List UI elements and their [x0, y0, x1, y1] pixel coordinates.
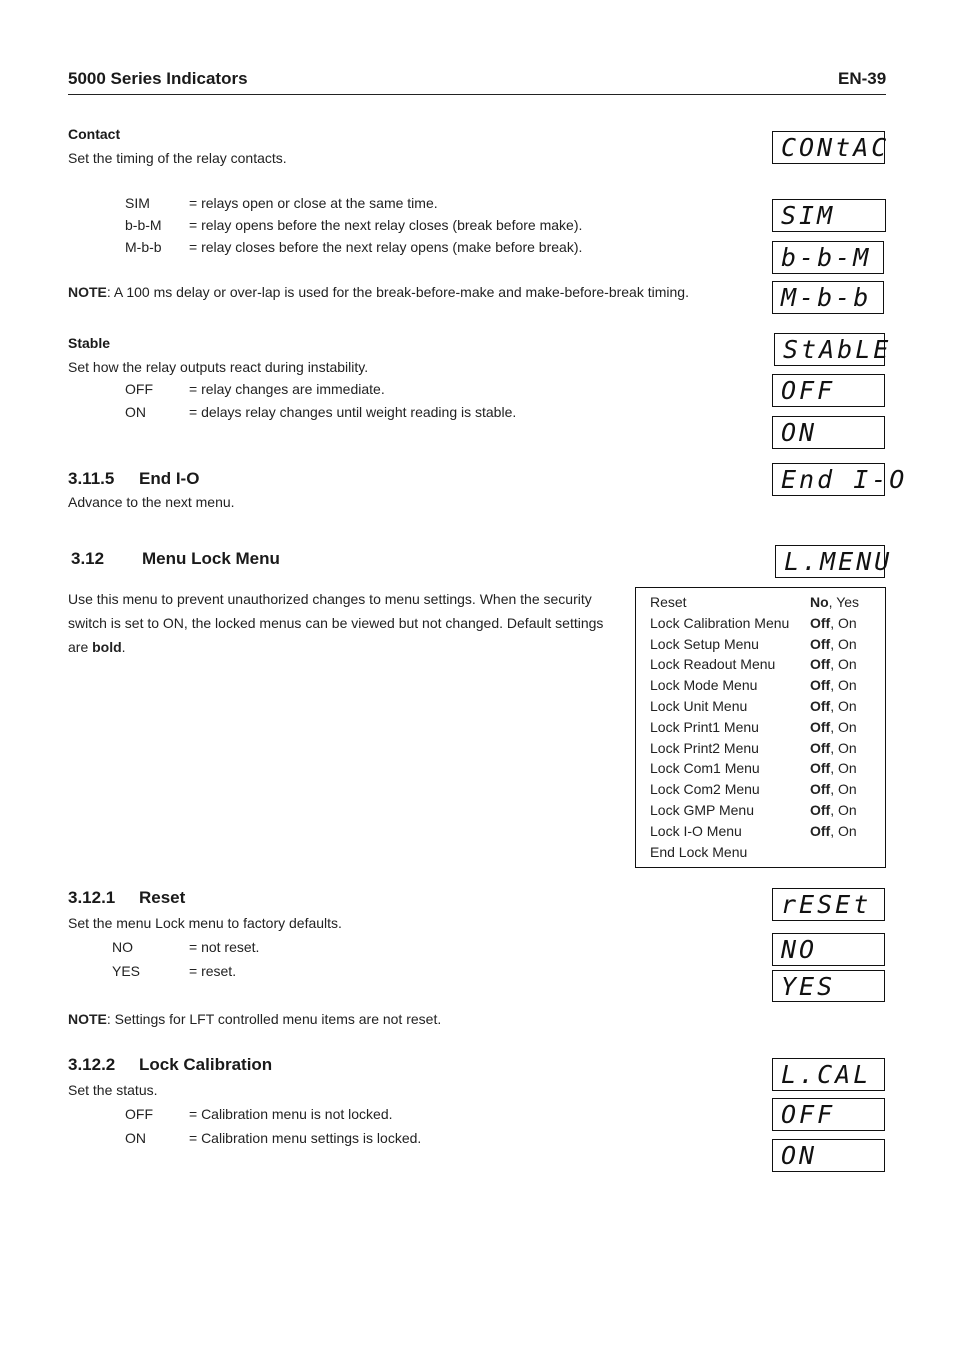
- stable-option-text: = delays relay changes until weight reading is stable.: [189, 404, 517, 420]
- paragraph-line: [68, 635, 628, 659]
- stable-description: Set how the relay outputs react during instability.: [68, 359, 369, 375]
- lock-table-label: Reset: [650, 594, 687, 610]
- section-number: 3.12.2: [68, 1055, 116, 1074]
- end-io-description: Advance to the next menu.: [68, 494, 235, 510]
- menu-lock-table: [635, 587, 886, 868]
- stable-option-text: = relay changes are immediate.: [189, 381, 385, 397]
- display-yes: YES: [772, 970, 885, 1002]
- contact-option-key: SIM: [125, 195, 150, 211]
- reset-option-key: NO: [112, 939, 133, 955]
- lock-table-label: Lock Calibration Menu: [650, 614, 790, 631]
- reset-note: [68, 1011, 441, 1027]
- lock-table-default: Off: [810, 677, 831, 694]
- page-number: EN-39: [838, 69, 887, 88]
- section-number: 3.12.1: [68, 888, 116, 907]
- lock-cal-option-key: OFF: [125, 1106, 153, 1122]
- paragraph-bold: bold: [92, 639, 122, 655]
- note-text: : A 100 ms delay or over-lap is used for the break-before-make and make-before-break timing.: [106, 284, 689, 300]
- paragraph-line: switch is set to ON, the locked menus can be viewed but not changed. Default settings: [68, 615, 604, 631]
- contact-option-key: b-b-M: [125, 217, 162, 233]
- section-title: End I-O: [139, 469, 200, 488]
- lock-table-label: Lock Print1 Menu: [650, 718, 759, 735]
- contact-option-text: = relays open or close at the same time.: [189, 195, 438, 211]
- lock-cal-description: Set the status.: [68, 1082, 158, 1098]
- lock-table-label: Lock Unit Menu: [650, 698, 748, 714]
- display-stable: StAbLE: [774, 333, 885, 366]
- lock-table-value: [810, 740, 857, 756]
- lock-table-default: Off: [810, 802, 831, 818]
- lock-table-default: Off: [810, 718, 831, 735]
- lock-table-value: [810, 594, 859, 610]
- lock-cal-option-text: = Calibration menu settings is locked.: [189, 1130, 422, 1146]
- lock-table-alternative: , On: [830, 802, 857, 818]
- section-number: 3.12: [71, 549, 105, 568]
- lock-table-alternative: , Yes: [828, 594, 860, 610]
- lock-table-alternative: , On: [830, 698, 857, 714]
- lock-table-value: [810, 802, 857, 818]
- display-mbb: M-b-b: [772, 281, 884, 314]
- display-reset: rESEt: [772, 888, 885, 921]
- contact-note: [68, 284, 689, 300]
- menu-lock-paragraph: [68, 587, 628, 659]
- section-title: Reset: [139, 888, 186, 907]
- lock-table-value: [810, 823, 857, 839]
- reset-description: Set the menu Lock menu to factory defaults.: [68, 915, 342, 931]
- lock-table-value: [810, 719, 857, 735]
- lock-table-alternative: , On: [830, 760, 857, 777]
- lock-table-label: Lock Mode Menu: [650, 677, 758, 694]
- lock-table-label: Lock I-O Menu: [650, 822, 742, 839]
- note-text: : Settings for LFT controlled menu items are not reset.: [106, 1011, 442, 1027]
- lock-table-value: [810, 698, 857, 714]
- stable-option-key: ON: [125, 404, 146, 420]
- display-sim: SIM: [772, 199, 886, 232]
- lock-cal-option-key: ON: [125, 1130, 146, 1146]
- lock-table-default: Off: [810, 781, 831, 798]
- contact-description: Set the timing of the relay contacts.: [68, 150, 287, 166]
- lock-cal-option-text: = Calibration menu is not locked.: [189, 1106, 393, 1122]
- note-label: NOTE: [68, 1011, 107, 1027]
- display-on: ON: [772, 416, 885, 449]
- lock-table-value: [810, 656, 857, 672]
- stable-heading: Stable: [68, 335, 111, 351]
- lock-table-alternative: , On: [830, 677, 857, 694]
- display-endio: End I-O: [772, 463, 885, 496]
- section-title: Menu Lock Menu: [142, 549, 280, 568]
- lock-table-default: Off: [810, 739, 831, 756]
- lock-table-alternative: , On: [830, 635, 857, 652]
- lock-table-alternative: , On: [830, 781, 857, 798]
- reset-option-key: YES: [112, 963, 141, 979]
- running-header-title: 5000 Series Indicators: [68, 69, 248, 88]
- lock-table-value: [810, 615, 857, 631]
- contact-heading: Contact: [68, 126, 121, 142]
- contact-option-text: = relay opens before the next relay closes (break before make).: [189, 217, 583, 233]
- stable-option-key: OFF: [125, 381, 153, 397]
- display-off: OFF: [772, 1098, 885, 1131]
- display-off: OFF: [772, 374, 885, 407]
- lock-table-default: Off: [810, 635, 831, 652]
- lock-table-alternative: , On: [830, 718, 857, 735]
- lock-table-alternative: , On: [830, 739, 857, 756]
- lock-table-default: Off: [810, 656, 831, 673]
- lock-table-default: No: [810, 594, 829, 610]
- display-lmenu: L.MENU: [775, 545, 885, 578]
- reset-option-text: = not reset.: [189, 939, 260, 955]
- display-no: NO: [772, 933, 885, 966]
- display-bbm: b-b-M: [772, 241, 884, 274]
- header-rule: [68, 94, 886, 95]
- lock-table-alternative: , On: [830, 656, 857, 673]
- lock-table-value: [810, 781, 857, 797]
- lock-table-label: Lock Readout Menu: [650, 656, 776, 673]
- note-label: NOTE: [68, 284, 107, 300]
- lock-table-value: [810, 677, 857, 693]
- display-lcal: L.CAL: [772, 1058, 885, 1091]
- contact-option-key: M-b-b: [125, 239, 162, 255]
- lock-table-label: Lock Setup Menu: [650, 635, 759, 652]
- lock-table-default: Off: [810, 760, 831, 777]
- paragraph-line: Use this menu to prevent unauthorized changes to menu settings. When the security: [68, 591, 592, 607]
- lock-table-label: End Lock Menu: [650, 843, 748, 860]
- lock-table-alternative: , On: [830, 614, 857, 631]
- lock-table-label: Lock Print2 Menu: [650, 739, 759, 756]
- reset-option-text: = reset.: [189, 963, 237, 979]
- lock-table-label: Lock GMP Menu: [650, 802, 755, 818]
- contact-option-text: = relay closes before the next relay opens (make before break).: [189, 239, 583, 255]
- section-title: Lock Calibration: [139, 1055, 273, 1074]
- lock-table-value: [810, 636, 857, 652]
- lock-table-label: Lock Com2 Menu: [650, 781, 760, 798]
- lock-table-alternative: , On: [830, 822, 857, 839]
- lock-table-default: Off: [810, 614, 831, 631]
- lock-table-default: Off: [810, 822, 831, 839]
- lock-table-value: [810, 760, 857, 776]
- section-number: 3.11.5: [68, 469, 115, 488]
- paragraph-text: are: [68, 639, 93, 655]
- display-on: ON: [772, 1139, 885, 1172]
- paragraph-text: .: [121, 639, 126, 655]
- display-contac: CONtAC: [772, 131, 885, 164]
- lock-table-label: Lock Com1 Menu: [650, 760, 760, 777]
- lock-table-default: Off: [810, 698, 831, 714]
